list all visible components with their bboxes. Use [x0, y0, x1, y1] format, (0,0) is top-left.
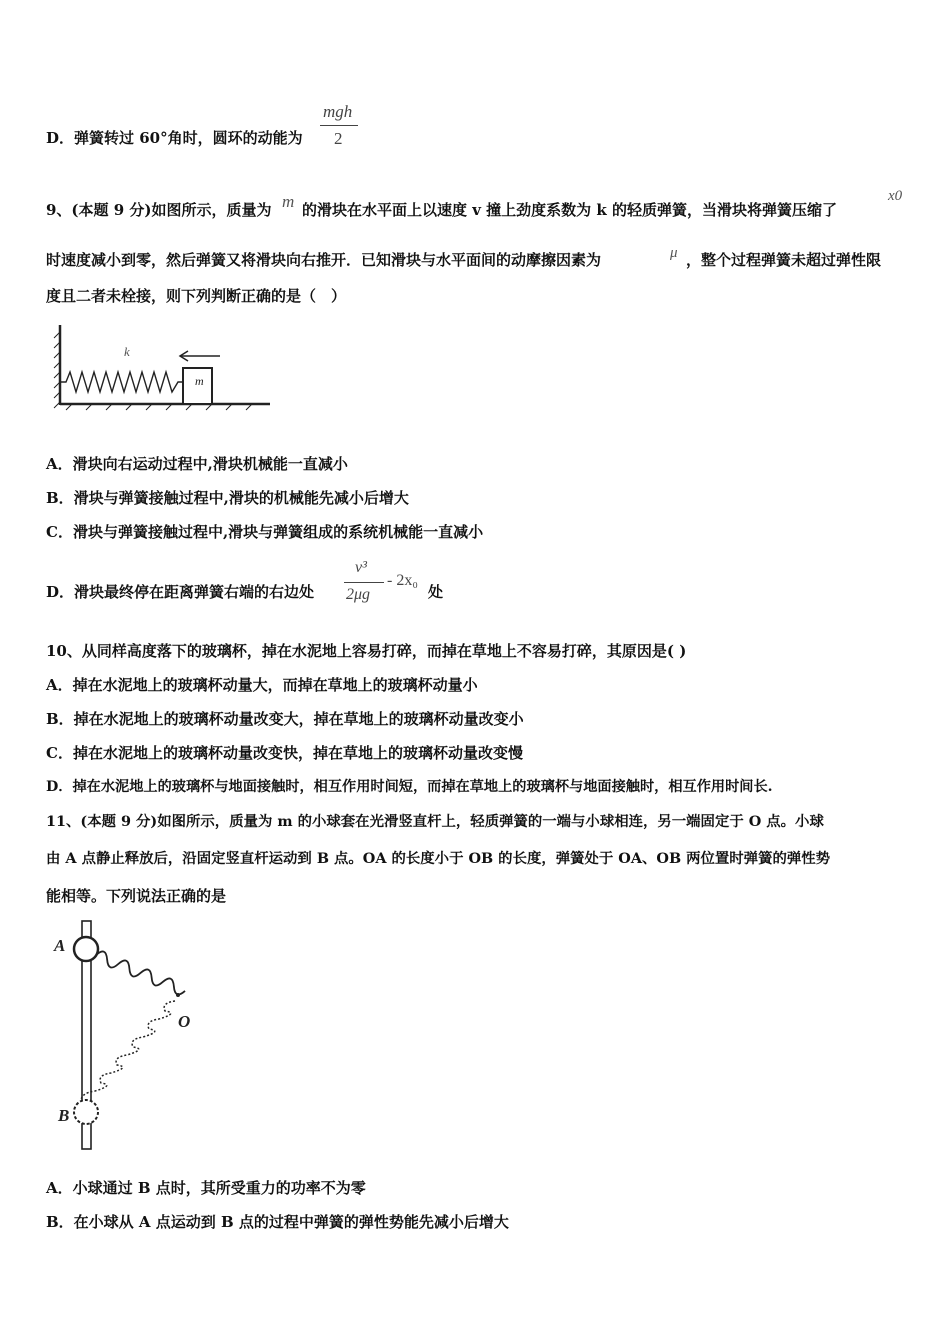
q9-stem-line2-end: ，整个过程弹簧未超过弹性限	[686, 251, 882, 269]
q11-option-a: A．小球通过 B 点时，其所受重力的功率不为零	[46, 1179, 366, 1197]
q10-option-c: C．掉在水泥地上的玻璃杯动量改变快，掉在草地上的玻璃杯动量改变慢	[46, 744, 523, 762]
q10-option-a: A．掉在水泥地上的玻璃杯动量大，而掉在草地上的玻璃杯动量小	[46, 676, 478, 694]
q9-stem-line2-start: 时速度减小到零，然后弹簧又将滑块向右推开．已知滑块与水平面间的动摩擦因素为	[46, 251, 602, 269]
q9-option-c: C．滑块与弹簧接触过程中,滑块与弹簧组成的系统机械能一直减小	[46, 523, 484, 541]
q9-option-d-numerator: v³	[355, 559, 367, 576]
q11-option-b: B．在小球从 A 点运动到 B 点的过程中弹簧的弹性势能先减小后增大	[46, 1213, 509, 1231]
q8-fraction-denominator: 2	[334, 129, 343, 148]
q9-spring-block-figure	[52, 320, 277, 415]
q9-x0-symbol: x0	[888, 188, 903, 204]
q9-stem-line1-start: 9、(本题 9 分)如图所示，质量为	[46, 201, 272, 219]
q11-figure-label-b: B	[58, 1106, 70, 1125]
q9-option-d-suffix: 处	[428, 583, 444, 601]
q9-option-d-minus-term: - 2x₀	[387, 572, 418, 589]
q9-stem-line3: 度且二者未栓接，则下列判断正确的是（ ）	[46, 287, 347, 305]
q11-figure-label-o: O	[178, 1012, 191, 1031]
q9-stem-line1-end: 的滑块在水平面上以速度 v 撞上劲度系数为 k 的轻质弹簧，当滑块将弹簧压缩了	[302, 201, 838, 219]
q10-option-d: D．掉在水泥地上的玻璃杯与地面接触时，相互作用时间短，而掉在草地上的玻璃杯与地面接触时，相互作用时间长.	[46, 779, 773, 795]
q11-rod-spring-figure	[50, 915, 200, 1155]
q9-mass-symbol: m	[282, 192, 295, 211]
q9-option-d: D．滑块最终停在距离弹簧右端的右边处	[46, 583, 315, 601]
q11-figure-label-a: A	[54, 936, 66, 955]
q9-option-d-denominator: 2μg	[346, 586, 371, 603]
q9-mu-symbol: μ	[670, 245, 678, 261]
q9-figure-m-label: m	[195, 374, 204, 388]
q9-figure-k-label: k	[124, 344, 130, 359]
q9-option-d-fraction-bar	[344, 582, 384, 583]
q11-stem-line2: 由 A 点静止释放后，沿固定竖直杆运动到 B 点。OA 的长度小于 OB 的长度，弹簧处于 OA、OB 两位置时弹簧的弹性势	[46, 850, 831, 867]
q8-option-d: D．弹簧转过 60°角时，圆环的动能为	[46, 129, 303, 147]
q10-stem: 10、从同样高度落下的玻璃杯，掉在水泥地上容易打碎，而掉在草地上不容易打碎，其原因是( )	[46, 642, 687, 660]
q8-fraction-bar	[320, 125, 358, 126]
q9-option-a: A．滑块向右运动过程中,滑块机械能一直减小	[46, 455, 348, 473]
q11-stem-line3: 能相等。下列说法正确的是	[46, 887, 227, 905]
q9-option-b: B．滑块与弹簧接触过程中,滑块的机械能先减小后增大	[46, 489, 409, 507]
q10-option-b: B．掉在水泥地上的玻璃杯动量改变大，掉在草地上的玻璃杯动量改变小	[46, 710, 524, 728]
q8-fraction-numerator: mgh	[323, 102, 353, 121]
q11-stem-line1: 11、(本题 9 分)如图所示，质量为 m 的小球套在光滑竖直杆上，轻质弹簧的一端与小球相连，另一端固定于 O 点。小球	[46, 813, 824, 830]
